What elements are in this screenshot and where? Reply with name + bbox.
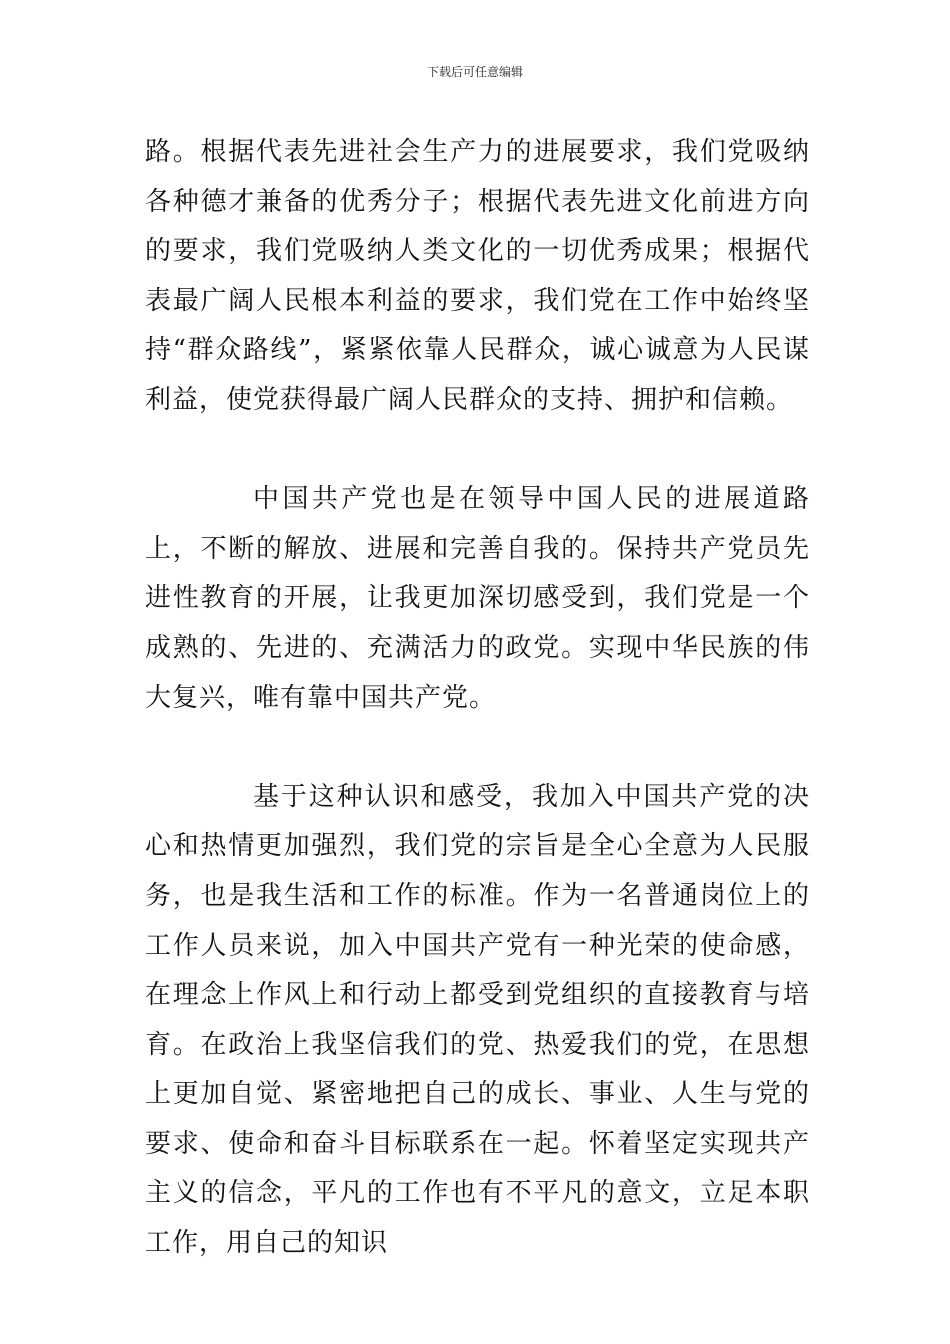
document-body [145, 128, 810, 1269]
paragraph-2: 中国共产党也是在领导中国人民的进展道路上，不断的解放、进展和完善自我的。保持共产党员先进性教育的开展，让我更加深切感受到，我们党是一个成熟的、先进的、充满活力的政党。实现中华民族的伟大复兴，唯有靠中国共产党。 [145, 484, 810, 713]
paragraph-3: 基于这种认识和感受，我加入中国共产党的决心和热情更加强烈，我们党的宗旨是全心全意为人民服务，也是我生活和工作的标准。作为一名普通岗位上的工作人员来说，加入中国共产党有一种光荣的使命感，在理念上作风上和行动上都受到党组织的直接教育与培育。在政治上我坚信我们的党、热爱我们的党，在思想上更加自觉、紧密地把自己的成长、事业、人生与党的要求、使命和奋斗目标联系在一起。怀着坚定实现共产主义的信念，平凡的工作也有不平凡的意文，立足本职工作，用自己的知识 [145, 781, 810, 1259]
paragraph-1: 路。根据代表先进社会生产力的进展要求，我们党吸纳各种德才兼备的优秀分子；根据代表先进文化前进方向的要求，我们党吸纳人类文化的一切优秀成果；根据代表最广阔人民根本利益的要求，我们党在工作中始终坚持“群众路线”，紧紧依靠人民群众，诚心诚意为人民谋利益，使党获得最广阔人民群众的支持、拥护和信赖。 [145, 137, 810, 415]
paragraph-gap [145, 723, 810, 773]
page-header-note: 下载后可任意编辑 [426, 65, 523, 79]
paragraph-gap [145, 426, 810, 476]
